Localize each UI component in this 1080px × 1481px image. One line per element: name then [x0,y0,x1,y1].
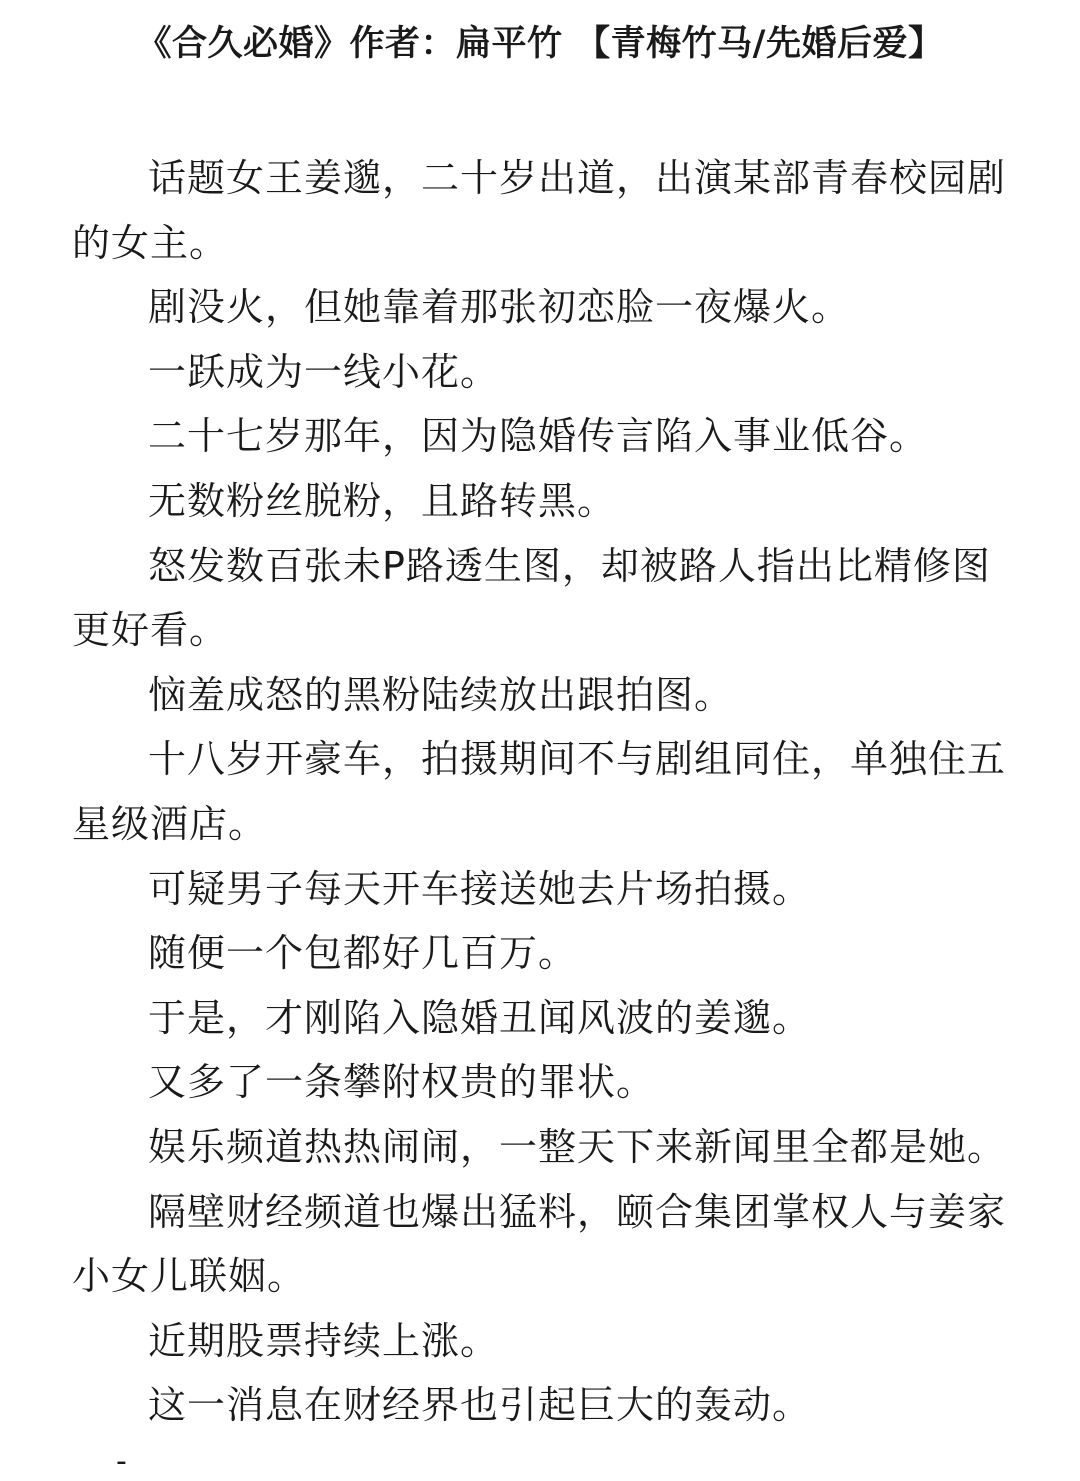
paragraph: 于是，才刚陷入隐婚丑闻风波的姜邈。 [148,995,812,1040]
paragraph: 话题女王姜邈，二十岁出道，出演某部青春校园剧的女主。 [72,156,1007,265]
page-title: 《合久必婚》作者：扁平竹 【青梅竹马/先婚后爱】 [136,24,944,64]
paragraph: 随便一个包都好几百万。 [148,931,578,976]
paragraph: 恼羞成怒的黑粉陆续放出跟拍图。 [148,672,734,717]
paragraph: 怒发数百张未P路透生图，却被路人指出比精修图更好看。 [72,543,991,653]
article-body [72,146,1008,1438]
paragraph: 剧没火，但她靠着那张初恋脸一夜爆火。 [148,285,851,330]
paragraph: 无数粉丝脱粉，且路转黑。 [148,478,617,523]
paragraph: 又多了一条攀附权贵的罪状。 [148,1060,656,1105]
paragraph: 一跃成为一线小花。 [148,349,500,394]
trailing-dash: - [116,1444,127,1479]
paragraph: 娱乐频道热热闹闹，一整天下来新闻里全都是她。 [148,1124,1007,1169]
paragraph: 十八岁开豪车，拍摄期间不与剧组同住，单独住五星级酒店。 [72,737,1007,846]
paragraph: 这一消息在财经界也引起巨大的轰动。 [148,1383,812,1428]
paragraph: 可疑男子每天开车接送她去片场拍摄。 [148,866,812,911]
paragraph: 隔壁财经频道也爆出猛料，颐合集团掌权人与姜家小女儿联姻。 [72,1189,1007,1299]
paragraph: 近期股票持续上涨。 [148,1318,500,1363]
paragraph: 二十七岁那年，因为隐婚传言陷入事业低谷。 [148,414,929,459]
